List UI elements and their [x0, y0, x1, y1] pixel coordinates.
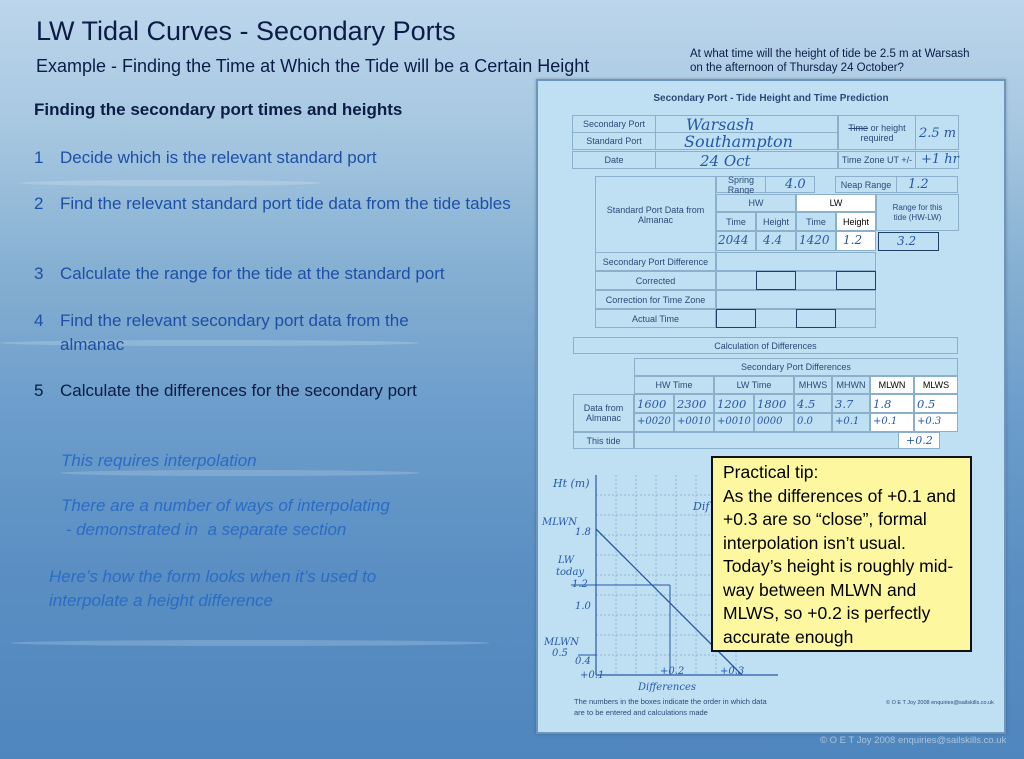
form-footnote: The numbers in the boxes indicate the order in which data: [574, 697, 767, 706]
almanac-value: 0.5: [917, 397, 936, 411]
std-port-data-label: [595, 176, 716, 253]
question-text: [690, 47, 1020, 75]
time-struck: Time: [848, 122, 869, 133]
form-heading: Secondary Port - Tide Height and Time Prediction: [653, 93, 889, 104]
almanac-value: +0.3: [917, 416, 942, 427]
tz-row-cells: [716, 290, 876, 309]
corrected-label: Corrected: [595, 271, 716, 290]
corrected-height-cell: [836, 271, 876, 290]
graph-lw-today-value: 1.2: [572, 579, 588, 590]
hw-time-value: 2044: [718, 233, 749, 247]
form-footnote: are to be entered and calculations made: [574, 708, 708, 717]
range-header-text: tide (HW-LW): [893, 212, 942, 222]
lw-height-value: 1.2: [843, 233, 863, 247]
almanac-value: +0.1: [835, 416, 860, 427]
sec-port-diff-label: Secondary Port Difference: [595, 252, 716, 271]
neap-range-label: Neap Range: [835, 176, 897, 193]
height-required-text: required: [860, 132, 894, 143]
step-number: 3: [34, 264, 44, 283]
graph-mlwn-label: MLWN: [542, 517, 578, 528]
neap-range-value: 1.2: [908, 177, 929, 192]
this-tide-label: This tide: [573, 432, 634, 449]
calc-diff-heading: Calculation of Differences: [573, 337, 958, 354]
form-note: Here’s how the form looks when it’s used to: [49, 567, 377, 586]
step-text: Find the relevant standard port tide data from the tide tables: [60, 194, 511, 213]
methods-note: - demonstrated in a separate section: [61, 520, 347, 539]
almanac-value: 3.7: [835, 397, 854, 411]
almanac-value: +0010: [677, 416, 711, 427]
step-text: Calculate the differences for the secondary port: [60, 381, 417, 400]
almanac-value: 2300: [677, 397, 707, 411]
range-header-text: Range for this: [892, 202, 943, 212]
lw-height-header: Height: [836, 212, 876, 231]
graph-xlabel: Differences: [638, 682, 697, 693]
actual-time-cell: [716, 309, 756, 328]
step-1: [34, 146, 524, 170]
water-ripple: [20, 180, 320, 186]
standard-port-value: Southampton: [684, 132, 793, 151]
height-required-value: 2.5 m: [919, 126, 957, 141]
graph-y-tick: 1.0: [575, 601, 591, 612]
question-line: At what time will the height of tide be 2.5 m at Warsash: [690, 48, 970, 60]
data-from-label: [573, 394, 634, 432]
graph-y-tick: 0.4: [575, 656, 591, 667]
almanac-value: +0020: [637, 416, 671, 427]
interpolation-note: This requires interpolation: [61, 451, 257, 470]
lw-header: LW: [796, 194, 876, 212]
height-required-label: [838, 115, 916, 150]
data-from-text: Data from: [583, 403, 624, 413]
this-tide-value: +0.2: [906, 434, 933, 447]
height-required-text: or height: [870, 122, 906, 133]
step-number: 1: [34, 148, 44, 167]
graph-mlwn-value: 1.8: [575, 527, 591, 538]
spring-range-label: Spring Range: [716, 176, 766, 193]
almanac-value: 0.0: [797, 416, 813, 427]
step-3: [34, 262, 524, 286]
almanac-value: +0.1: [873, 416, 898, 427]
methods-note: There are a number of ways of interpolating: [61, 496, 390, 515]
correction-tz-label: Correction for Time Zone: [595, 290, 716, 309]
question-line: on the afternoon of Thursday 24 October?: [690, 62, 904, 74]
lw-time-header: Time: [796, 212, 836, 231]
almanac-value: 4.5: [797, 397, 816, 411]
std-port-data-text: Standard Port Data from: [606, 204, 705, 215]
graph-lw-today: today: [556, 567, 585, 578]
diff-row-cells: [716, 252, 876, 271]
std-port-data-text: Almanac: [637, 214, 673, 225]
almanac-value: 1600: [637, 397, 667, 411]
date-value: 24 Oct: [700, 152, 751, 170]
step-4: [34, 309, 464, 357]
graph-lw-today: LW: [558, 555, 575, 566]
step-2: [34, 192, 524, 216]
hw-time-header: Time: [716, 212, 756, 231]
almanac-value: 1800: [757, 397, 787, 411]
col-mlwn: MLWN: [870, 376, 914, 394]
range-value: 3.2: [897, 234, 917, 248]
secondary-port-value: Warsash: [686, 115, 755, 134]
this-tide-cells: [634, 432, 914, 449]
almanac-value: +0010: [717, 416, 751, 427]
data-from-text: Almanac: [585, 413, 621, 423]
hw-height-value: 4.4: [763, 233, 783, 247]
page-subtitle: Example - Finding the Time at Which the Tide will be a Certain Height: [36, 56, 590, 76]
col-hw-time: HW Time: [634, 376, 714, 394]
almanac-value: 0000: [757, 416, 783, 427]
graph-mlws-label: MLWN: [544, 637, 580, 648]
corrected-height-cell: [756, 271, 796, 290]
spring-range-value: 4.0: [785, 177, 806, 192]
almanac-value: 1.8: [873, 397, 892, 411]
col-mlws: MLWS: [914, 376, 958, 394]
standard-port-label: Standard Port: [572, 132, 656, 150]
time-zone-label: Time Zone UT +/-: [838, 151, 916, 169]
hw-header: HW: [716, 194, 796, 212]
range-header: [876, 194, 959, 231]
practical-tip-box: [711, 456, 972, 652]
tip-title: Practical tip:: [723, 462, 819, 482]
graph-x-tick: +0.2: [660, 666, 685, 677]
col-mhwn: MHWN: [832, 376, 870, 394]
graph-x-tick: +0.3: [720, 666, 745, 677]
step-number: 5: [34, 381, 44, 400]
hw-height-header: Height: [756, 212, 796, 231]
page-title: LW Tidal Curves - Secondary Ports: [36, 16, 456, 46]
actual-time-label: Actual Time: [595, 309, 716, 328]
step-text: Decide which is the relevant standard port: [60, 148, 377, 167]
copyright: © O E T Joy 2008 enquiries@sailskills.co.uk: [820, 735, 1007, 746]
col-lw-time: LW Time: [714, 376, 794, 394]
water-ripple: [10, 640, 490, 646]
graph-ylabel: Ht (m): [553, 477, 590, 490]
time-zone-value: +1 hr: [921, 152, 959, 167]
graph-x-tick: +0.1: [580, 670, 605, 681]
secondary-port-label: Secondary Port: [572, 115, 656, 133]
step-text: Calculate the range for the tide at the standard port: [60, 264, 445, 283]
tip-body: As the differences of +0.1 and +0.3 are so “close”, formal interpolation isn’t usual. Today’s height is roughly mid-way between MLWN and MLWS, so +0.2 is perfectly accurate enough: [723, 485, 956, 647]
graph-diff-partial: Dif: [693, 500, 710, 513]
step-number: 4: [34, 311, 44, 330]
section-heading: Finding the secondary port times and heights: [34, 100, 403, 119]
step-5: [34, 379, 454, 403]
spd-heading: Secondary Port Differences: [634, 358, 958, 376]
almanac-value: 1200: [717, 397, 747, 411]
step-number: 2: [34, 194, 44, 213]
form-note: interpolate a height difference: [49, 591, 273, 610]
form-credit: © O E T Joy 2008 enquiries@sailskills.co.uk: [886, 700, 994, 706]
step-text: Find the relevant secondary port data from the almanac: [60, 311, 409, 354]
actual-time-cell: [796, 309, 836, 328]
lw-time-value: 1420: [799, 233, 830, 247]
date-label: Date: [572, 151, 656, 169]
graph-mlws-value: 0.5: [552, 648, 568, 659]
col-mhws: MHWS: [794, 376, 832, 394]
